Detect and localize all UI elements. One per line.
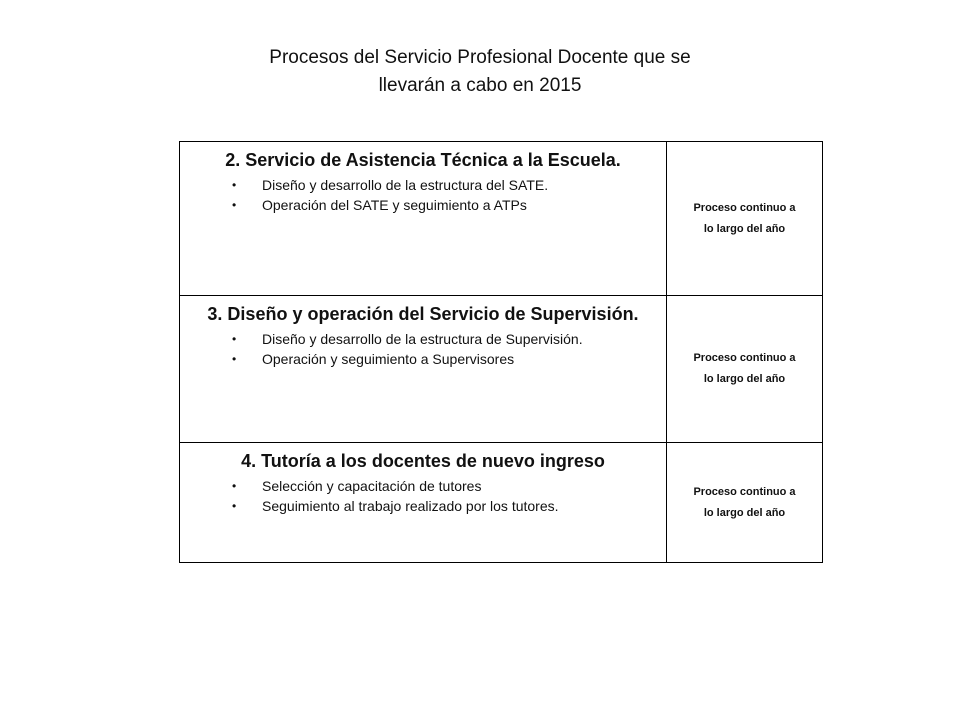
- list-item: [232, 195, 666, 215]
- status-line-2: lo largo del año: [703, 373, 786, 385]
- bullet-text: Operación del SATE y seguimiento a ATPs: [262, 197, 527, 213]
- process-status-cell: [667, 443, 823, 563]
- process-bullet-list: [180, 175, 666, 215]
- bullet-icon: •: [232, 499, 237, 513]
- list-item: [232, 496, 666, 516]
- process-description-cell: [180, 443, 667, 563]
- bullet-icon: •: [232, 352, 237, 366]
- process-heading: 2. Servicio de Asistencia Técnica a la Escuela.: [225, 150, 621, 170]
- list-item: [232, 329, 666, 349]
- process-bullet-list: [180, 476, 666, 516]
- bullet-icon: •: [232, 332, 237, 346]
- title-line-1: Procesos del Servicio Profesional Docente que se: [269, 47, 691, 68]
- process-bullet-list: [180, 329, 666, 369]
- bullet-text: Diseño y desarrollo de la estructura de Supervisión.: [262, 331, 583, 347]
- process-description-cell: [180, 296, 667, 443]
- process-heading: 3. Diseño y operación del Servicio de Supervisión.: [207, 304, 639, 324]
- status-line-1: Proceso continuo a: [693, 352, 796, 364]
- bullet-icon: •: [232, 198, 237, 212]
- process-heading: 4. Tutoría a los docentes de nuevo ingreso: [241, 451, 605, 471]
- page-title: [180, 44, 780, 100]
- process-status: [675, 482, 815, 524]
- bullet-text: Operación y seguimiento a Supervisores: [262, 351, 515, 367]
- table-row: [180, 142, 823, 296]
- bullet-text: Diseño y desarrollo de la estructura del SATE.: [262, 177, 549, 193]
- process-description-cell: [180, 142, 667, 296]
- bullet-icon: •: [232, 178, 237, 192]
- bullet-text: Seguimiento al trabajo realizado por los tutores.: [262, 498, 559, 514]
- status-line-1: Proceso continuo a: [693, 485, 796, 498]
- process-status-cell: [667, 296, 823, 443]
- list-item: [232, 175, 666, 195]
- process-status: [675, 198, 815, 240]
- status-line-1: Proceso continuo a: [693, 201, 796, 214]
- status-line-2: lo largo del año: [703, 222, 786, 235]
- process-status: [675, 348, 815, 390]
- bullet-text: Selección y capacitación de tutores: [262, 478, 482, 494]
- status-line-2: lo largo del año: [703, 506, 786, 519]
- table-row: [180, 296, 823, 443]
- list-item: [232, 476, 666, 496]
- bullet-icon: •: [232, 479, 237, 493]
- title-line-2: llevarán a cabo en 2015: [378, 75, 582, 96]
- process-status-cell: [667, 142, 823, 296]
- list-item: [232, 349, 666, 369]
- table-row: [180, 443, 823, 563]
- process-table: [179, 141, 823, 563]
